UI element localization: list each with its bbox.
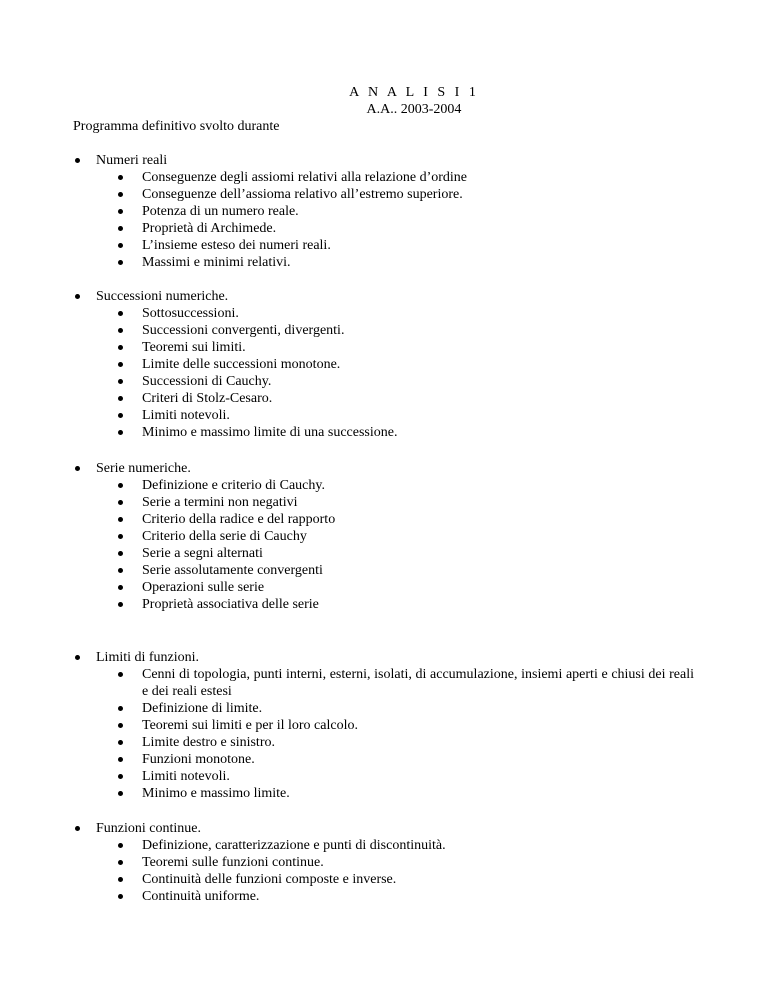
list-item-label: Operazioni sulle serie <box>142 580 265 595</box>
bullet-icon <box>118 791 123 796</box>
list-item <box>0 407 768 424</box>
list-item-label: Massimi e minimi relativi. <box>142 255 291 270</box>
bullet-icon <box>75 466 80 471</box>
bullet-icon <box>118 877 123 882</box>
bullet-icon <box>118 517 123 522</box>
list-item-label: Teoremi sui limiti e per il loro calcolo. <box>142 718 358 733</box>
list-item-label: Limiti notevoli. <box>142 769 230 784</box>
section-serie-numeriche <box>0 460 768 613</box>
list-item-label: Cenni di topologia, punti interni, esterni, isolati, di accumulazione, insiemi aperti e chiusi dei reali e dei reali estesi <box>142 667 694 699</box>
topic-label: Numeri reali <box>96 153 168 168</box>
bullet-icon <box>118 551 123 556</box>
topic-item <box>0 152 768 169</box>
list-item <box>0 390 768 407</box>
list-item-label: Serie a segni alternati <box>142 546 263 561</box>
bullet-icon <box>118 740 123 745</box>
list-item-label: Minimo e massimo limite. <box>142 786 290 801</box>
list-item-label: Potenza di un numero reale. <box>142 204 299 219</box>
bullet-icon <box>118 226 123 231</box>
list-item-label: Limite delle successioni monotone. <box>142 357 341 372</box>
topic-label: Successioni numeriche. <box>96 289 229 304</box>
list-item-label: Conseguenze degli assiomi relativi alla relazione d’ordine <box>142 170 467 185</box>
list-item-label: Funzioni monotone. <box>142 752 255 767</box>
list-item <box>0 888 768 905</box>
list-item <box>0 477 768 494</box>
bullet-icon <box>118 413 123 418</box>
bullet-icon <box>118 192 123 197</box>
list-item-label: Continuità uniforme. <box>142 889 260 904</box>
list-item <box>0 220 768 237</box>
list-item-label: Teoremi sui limiti. <box>142 340 246 355</box>
list-item-label: Proprietà associativa delle serie <box>142 597 319 612</box>
list-item <box>0 254 768 271</box>
list-item <box>0 322 768 339</box>
bullet-icon <box>118 209 123 214</box>
bullet-icon <box>118 379 123 384</box>
bullet-icon <box>118 500 123 505</box>
topic-label: Limiti di funzioni. <box>96 650 200 665</box>
list-item <box>0 545 768 562</box>
list-item-label: Criterio della serie di Cauchy <box>142 529 307 544</box>
list-item <box>0 768 768 785</box>
topic-item <box>0 460 768 477</box>
topic-item <box>0 820 768 837</box>
list-item-label: Successioni convergenti, divergenti. <box>142 323 345 338</box>
bullet-icon <box>118 843 123 848</box>
list-item-label: Serie assolutamente convergenti <box>142 563 323 578</box>
list-item <box>0 700 768 717</box>
list-item <box>0 785 768 802</box>
bullet-icon <box>118 430 123 435</box>
section-limiti-di-funzioni <box>0 649 768 802</box>
list-item <box>0 751 768 768</box>
list-item-label: Criteri di Stolz-Cesaro. <box>142 391 273 406</box>
topic-label: Serie numeriche. <box>96 461 191 476</box>
bullet-icon <box>118 243 123 248</box>
bullet-icon <box>118 568 123 573</box>
bullet-icon <box>75 826 80 831</box>
document-title: A N A L I S I 1 <box>349 85 479 100</box>
list-item-label: Proprietà di Archimede. <box>142 221 277 236</box>
section-successioni-numeriche <box>0 288 768 441</box>
list-item-label: Sottosuccessioni. <box>142 306 239 321</box>
list-item <box>0 596 768 613</box>
list-item <box>0 854 768 871</box>
bullet-icon <box>118 894 123 899</box>
list-item-label: Definizione, caratterizzazione e punti di discontinuità. <box>142 838 446 853</box>
list-item-label: Limite destro e sinistro. <box>142 735 275 750</box>
bullet-icon <box>118 260 123 265</box>
list-item <box>0 494 768 511</box>
list-item-label: Limiti notevoli. <box>142 408 230 423</box>
academic-year: A.A.. 2003-2004 <box>366 102 462 117</box>
list-item <box>0 339 768 356</box>
list-item <box>0 186 768 203</box>
bullet-icon <box>118 585 123 590</box>
bullet-icon <box>118 757 123 762</box>
bullet-icon <box>75 158 80 163</box>
list-item-label: Serie a termini non negativi <box>142 495 298 510</box>
section-numeri-reali <box>0 152 768 271</box>
topic-item <box>0 649 768 666</box>
bullet-icon <box>118 860 123 865</box>
bullet-icon <box>75 655 80 660</box>
list-item <box>0 666 768 700</box>
list-item <box>0 528 768 545</box>
bullet-icon <box>118 602 123 607</box>
bullet-icon <box>118 396 123 401</box>
list-item <box>0 305 768 322</box>
bullet-icon <box>118 345 123 350</box>
list-item <box>0 373 768 390</box>
list-item-label: Criterio della radice e del rapporto <box>142 512 336 527</box>
list-item-label: Conseguenze dell’assioma relativo all’estremo superiore. <box>142 187 463 202</box>
list-item-label: L’insieme esteso dei numeri reali. <box>142 238 331 253</box>
list-item-label: Successioni di Cauchy. <box>142 374 272 389</box>
bullet-icon <box>118 328 123 333</box>
bullet-icon <box>118 672 123 677</box>
list-item <box>0 237 768 254</box>
list-item <box>0 871 768 888</box>
list-item <box>0 837 768 854</box>
list-item <box>0 734 768 751</box>
topic-item <box>0 288 768 305</box>
bullet-icon <box>118 362 123 367</box>
list-item-label: Definizione di limite. <box>142 701 263 716</box>
bullet-icon <box>118 483 123 488</box>
list-item <box>0 579 768 596</box>
list-item <box>0 717 768 734</box>
list-item-label: Minimo e massimo limite di una successione. <box>142 425 398 440</box>
bullet-icon <box>75 294 80 299</box>
section-funzioni-continue <box>0 820 768 905</box>
topic-label: Funzioni continue. <box>96 821 201 836</box>
list-item-label: Teoremi sulle funzioni continue. <box>142 855 324 870</box>
list-item <box>0 203 768 220</box>
bullet-icon <box>118 175 123 180</box>
list-item <box>0 169 768 186</box>
list-item <box>0 424 768 441</box>
list-item <box>0 356 768 373</box>
intro-text: Programma definitivo svolto durante <box>73 119 280 134</box>
bullet-icon <box>118 534 123 539</box>
list-item-label: Continuità delle funzioni composte e inverse. <box>142 872 397 887</box>
list-item <box>0 511 768 528</box>
bullet-icon <box>118 723 123 728</box>
bullet-icon <box>118 706 123 711</box>
list-item-label: Definizione e criterio di Cauchy. <box>142 478 325 493</box>
list-item <box>0 562 768 579</box>
bullet-icon <box>118 311 123 316</box>
bullet-icon <box>118 774 123 779</box>
